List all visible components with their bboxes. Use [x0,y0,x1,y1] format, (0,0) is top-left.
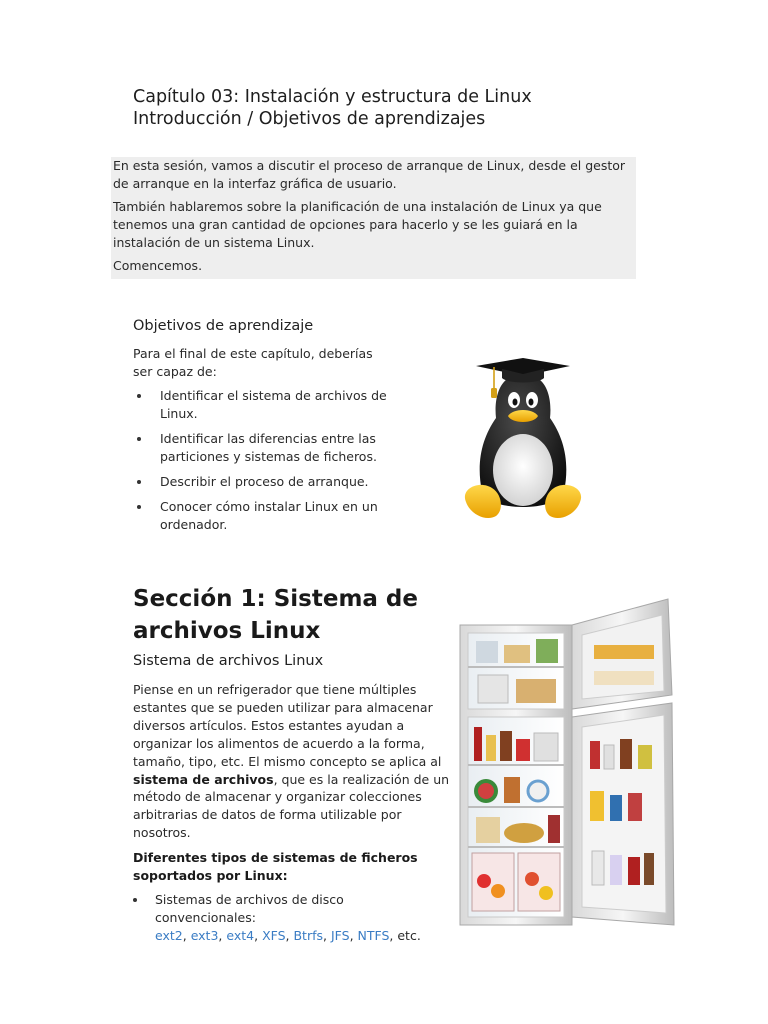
objective-item: Identificar el sistema de archivos de Linux. [133,387,393,423]
objectives-list [133,387,393,541]
fs-types-item-suffix: , etc. [389,928,421,943]
fs-types-item-label: Sistemas de archivos de disco convencionales: [155,892,344,925]
fs-link-ext4[interactable]: ext4 [226,928,255,943]
refrigerator-icon [458,595,678,930]
intro-paragraph-1: En esta sesión, vamos a discutir el proceso de arranque de Linux, desde el gestor de arranque en la interfaz gráfica de usuario. [113,158,626,191]
objective-item: Describir el proceso de arranque. [133,473,393,491]
intro-paragraph-3: Comencemos. [113,258,203,273]
objectives-intro: Para el final de este capítulo, deberías ser capaz de: [133,346,373,379]
objective-item: Identificar las diferencias entre las particiones y sistemas de ficheros. [133,430,393,466]
chapter-title-line-2: Introducción / Objetivos de aprendizajes [133,109,486,129]
fs-link-ext3[interactable]: ext3 [190,928,219,943]
intro-paragraph-2: También hablaremos sobre la planificación de una instalación de Linux ya que tenemos una gran cantidad de opciones para hacerlo y se les guiará en la instalación de un sistema Linux. [113,199,602,250]
section-title: Sección 1: Sistema de archivos Linux [133,586,418,644]
section-subheading: Sistema de archivos Linux [133,653,324,669]
fs-link-ext2[interactable]: ext2 [155,928,183,943]
fs-types-list [133,891,433,945]
fs-link-jfs[interactable]: JFS [330,928,350,943]
section-body-text [133,681,451,842]
fs-types-item: Sistemas de archivos de disco convencionales: ext2, ext3, ext4, XFS, Btrfs, JFS, NTFS, etc. [133,891,433,945]
body-text-after: , que es la realización de un método de almacenar y organizar colecciones arbitrarias de datos de forma utilizable por nosotros. [133,771,450,841]
fs-link-xfs[interactable]: XFS [262,928,286,943]
objectives-heading: Objetivos de aprendizaje [133,318,314,334]
intro-box [111,157,636,279]
fs-link-btrfs[interactable]: Btrfs [293,928,324,943]
chapter-title-line-1: Capítulo 03: Instalación y estructura de Linux [133,87,532,107]
body-text-before: Piense en un refrigerador que tiene múltiples estantes que se pueden utilizar para almacenar diversos artículos. Estos estantes ayudan a organizar los alimentos de acuerdo a la forma, tamaño, tipo, etc. El mismo concepto se aplica al [133,682,442,769]
fs-types-heading: Diferentes tipos de sistemas de ficheros soportados por Linux: [133,850,418,883]
objective-item: Conocer cómo instalar Linux en un ordenador. [133,498,393,534]
body-text-bold: sistema de archivos [133,771,274,787]
chapter-title [133,86,693,130]
fs-link-ntfs[interactable]: NTFS [357,928,390,943]
tux-penguin-icon [458,352,588,528]
